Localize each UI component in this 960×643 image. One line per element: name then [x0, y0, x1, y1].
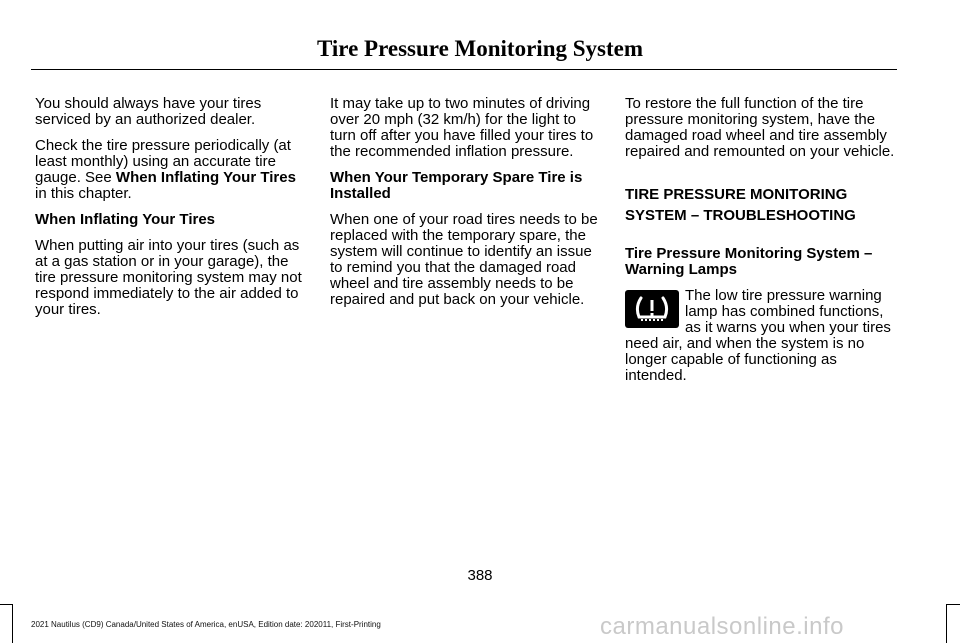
paragraph [35, 138, 307, 202]
paragraph: The low tire pressure warning lamp has combined functions, as it warns you when your tires need air, and when the system is no longer capable of functioning as intended. [625, 287, 891, 384]
section-heading: TIRE PRESSURE MONITORING SYSTEM – TROUBLESHOOTING [625, 186, 856, 224]
paragraph: You should always have your tires serviced by an authorized dealer. [35, 95, 262, 128]
subheading: When Your Temporary Spare Tire is Installed [330, 169, 583, 202]
page-title: Tire Pressure Monitoring System [316, 36, 644, 61]
subheading: Tire Pressure Monitoring System – Warning Lamps [625, 245, 873, 278]
paragraph-text: in this chapter. [35, 185, 132, 202]
crop-mark [946, 604, 947, 643]
subheading: When Inflating Your Tires [35, 211, 216, 228]
column-1 [35, 96, 307, 328]
paragraph: To restore the full function of the tire pressure monitoring system, have the damaged road wheel and tire assembly repaired and remounted on your vehicle. [625, 95, 895, 160]
page-number: 388 [467, 567, 493, 584]
paragraph: When putting air into your tires (such as at a gas station or in your garage), the tire pressure monitoring system may not respond immediately to the air added to your tires. [35, 237, 302, 318]
warning-lamp-block [625, 288, 897, 384]
paragraph-text: Check the tire pressure periodically (at least monthly) using an accurate tire gauge. See [35, 137, 291, 186]
paragraph: When one of your road tires needs to be replaced with the temporary spare, the system will continue to identify an issue to remind you that the damaged road wheel and tire assembly needs to be repaired and put back on your vehicle. [330, 211, 598, 308]
tire-pressure-warning-icon [625, 290, 679, 328]
title-rule [31, 69, 897, 70]
crop-mark [946, 604, 960, 605]
column-2 [330, 96, 602, 318]
column-3 [625, 96, 897, 384]
crop-mark [0, 604, 12, 605]
paragraph: It may take up to two minutes of driving over 20 mph (32 km/h) for the light to turn off after you have filled your tires to the recommended inflation pressure. [330, 95, 594, 160]
crop-mark [12, 604, 13, 643]
watermark: carmanualsonline.info [600, 613, 844, 640]
edition-footer: 2021 Nautilus (CD9) Canada/United States of America, enUSA, Edition date: 202011, First-Printing [31, 620, 381, 629]
cross-reference: When Inflating Your Tires [115, 169, 296, 186]
